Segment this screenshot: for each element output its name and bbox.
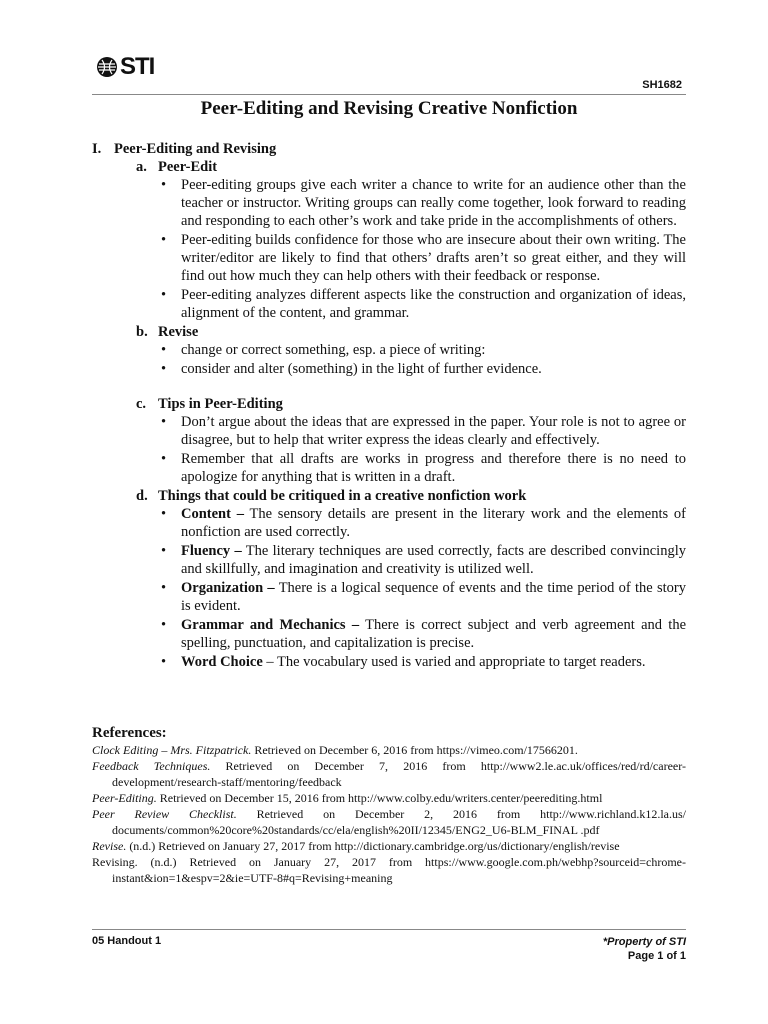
bullet-icon: •: [161, 654, 167, 670]
bullet-icon: •: [161, 451, 167, 467]
list-item: [92, 286, 686, 322]
bullet-icon: •: [161, 361, 167, 377]
reference-text: Retrieved on December 2, 2016 from http://www.richland.k12.la.us/ documents/common%20core%20standards/cc/ela/english%20II/12345/ENG2_U6-BLM_FINAL .pdf: [112, 807, 686, 837]
list-item: [92, 505, 686, 541]
reference-title: Feedback Techniques.: [92, 759, 211, 773]
reference-text: Retrieved on December 15, 2016 from http://www.colby.edu/writers.center/peerediting.html: [156, 791, 603, 805]
bullet-icon: •: [161, 543, 167, 559]
subsection-heading-a: [92, 158, 686, 176]
item-term: Word Choice: [181, 654, 263, 670]
reference-title: Peer-Editing.: [92, 791, 157, 805]
subsection-heading-b: [92, 323, 686, 341]
main-content: [92, 140, 686, 672]
list-item: [92, 360, 686, 378]
subsection-title: Peer-Edit: [158, 159, 218, 175]
reference-title: Clock Editing – Mrs. Fitzpatrick.: [92, 743, 252, 757]
bullet-icon: •: [161, 506, 167, 522]
reference-text: Retrieved on December 7, 2016 from http://www2.le.ac.uk/offices/red/rd/career-development/research-staff/mentoring/feedback: [112, 759, 686, 789]
list-item: [92, 579, 686, 615]
bullet-icon: •: [161, 580, 167, 596]
footer-right: [603, 935, 686, 963]
references-heading: References:: [92, 725, 167, 741]
bullet-icon: •: [161, 177, 167, 193]
list-item: [92, 413, 686, 449]
subsection-heading-d: [92, 487, 686, 505]
subsection-letter: b.: [136, 324, 148, 340]
list-item: [92, 341, 686, 359]
list-item: [92, 450, 686, 486]
subsection-title: Tips in Peer-Editing: [158, 396, 283, 412]
peer-edit-list: [92, 176, 686, 322]
section-title: Peer-Editing and Revising: [114, 141, 277, 157]
sti-logo: [96, 52, 154, 82]
section-number: I.: [92, 141, 102, 157]
item-term: Fluency –: [181, 543, 242, 559]
reference-item: [92, 854, 686, 886]
property-label: *Property of STI: [602, 936, 686, 948]
reference-item: [92, 742, 686, 758]
reference-text: Retrieved on December 6, 2016 from https://vimeo.com/17566201.: [251, 743, 578, 757]
logo-text: STI: [120, 53, 155, 80]
list-item-text: consider and alter (something) in the light of further evidence.: [181, 361, 542, 377]
bullet-icon: •: [161, 232, 167, 248]
reference-text: (n.d.) Retrieved on January 27, 2017 from http://dictionary.cambridge.org/us/dictionary/english/revise: [126, 839, 620, 853]
bullet-icon: •: [161, 414, 167, 430]
reference-title: Peer Review Checklist.: [92, 807, 237, 821]
page-title: Peer-Editing and Revising Creative Nonfiction: [200, 98, 578, 119]
subsection-letter: a.: [136, 159, 147, 175]
subsection-title: Revise: [158, 324, 199, 340]
item-text: – The vocabulary used is varied and appropriate to target readers.: [262, 654, 646, 670]
list-item: [92, 653, 686, 671]
reference-item: [92, 790, 686, 806]
reference-title: Revise.: [92, 839, 127, 853]
reference-item: [92, 806, 686, 838]
document-code: SH1682: [642, 79, 682, 91]
list-item-text: Don’t argue about the ideas that are expressed in the paper. Your role is not to agree or disagree, but to help that writer express the ideas clearly and effectively.: [181, 414, 686, 448]
list-item-text: Remember that all drafts are works in progress and therefore there is no need to apologize for anything that is written in a draft.: [181, 451, 686, 485]
bullet-icon: •: [161, 342, 167, 358]
handout-label: 05 Handout 1: [92, 935, 162, 947]
critique-list: [92, 505, 686, 671]
list-item-text: Peer-editing builds confidence for those who are insecure about their own writing. The writer/editor are likely to find that others’ drafts aren’t so great either, and they will find out how much they can help others with their feedback or response.: [181, 232, 686, 284]
header-divider: [92, 94, 686, 95]
tips-list: [92, 413, 686, 486]
list-item-text: Peer-editing groups give each writer a chance to write for an audience other than the teacher or instructor. Writing groups can really come together, look forward to reading and responding to each other’s work and take pride in the accomplishments of others.: [181, 177, 686, 229]
list-item-text: Peer-editing analyzes different aspects like the construction and organization of ideas, alignment of the content, and grammar.: [181, 287, 686, 321]
subsection-letter: c.: [136, 396, 147, 412]
spacer: [92, 379, 686, 395]
item-text: There is correct subject and verb agreement and the spelling, punctuation, and capitalization is precise.: [181, 617, 687, 651]
globe-icon: [96, 56, 118, 78]
list-item: [92, 231, 686, 285]
revise-list: [92, 341, 686, 378]
references-section: [92, 724, 686, 886]
list-item: [92, 176, 686, 230]
subsection-title: Things that could be critiqued in a creative nonfiction work: [158, 488, 527, 504]
item-term: Grammar and Mechanics –: [181, 617, 360, 633]
item-term: Content –: [181, 506, 244, 522]
item-text: The sensory details are present in the literary work and the elements of nonfiction are used correctly.: [181, 506, 686, 540]
bullet-icon: •: [161, 287, 167, 303]
reference-item: [92, 838, 686, 854]
section-heading: [92, 140, 686, 158]
reference-text: Revising. (n.d.) Retrieved on January 27, 2017 from https://www.google.com.ph/webhp?sourceid=chrome-instant&ion=1&espv=2&ie=UTF-8#q=Revising+meaning: [92, 855, 686, 885]
page-number: Page 1 of 1: [627, 950, 686, 962]
subsection-letter: d.: [136, 488, 148, 504]
list-item-text: change or correct something, esp. a piece of writing:: [181, 342, 486, 358]
list-item: [92, 616, 686, 652]
reference-item: [92, 758, 686, 790]
footer-divider: [92, 929, 686, 930]
list-item: [92, 542, 686, 578]
bullet-icon: •: [161, 617, 167, 633]
item-text: The literary techniques are used correctly, facts are described convincingly and skillfully, and imagination and creativity is utilized well.: [181, 543, 686, 577]
subsection-heading-c: [92, 395, 686, 413]
item-term: Organization –: [181, 580, 275, 596]
item-text: There is a logical sequence of events and the time period of the story is evident.: [181, 580, 687, 614]
